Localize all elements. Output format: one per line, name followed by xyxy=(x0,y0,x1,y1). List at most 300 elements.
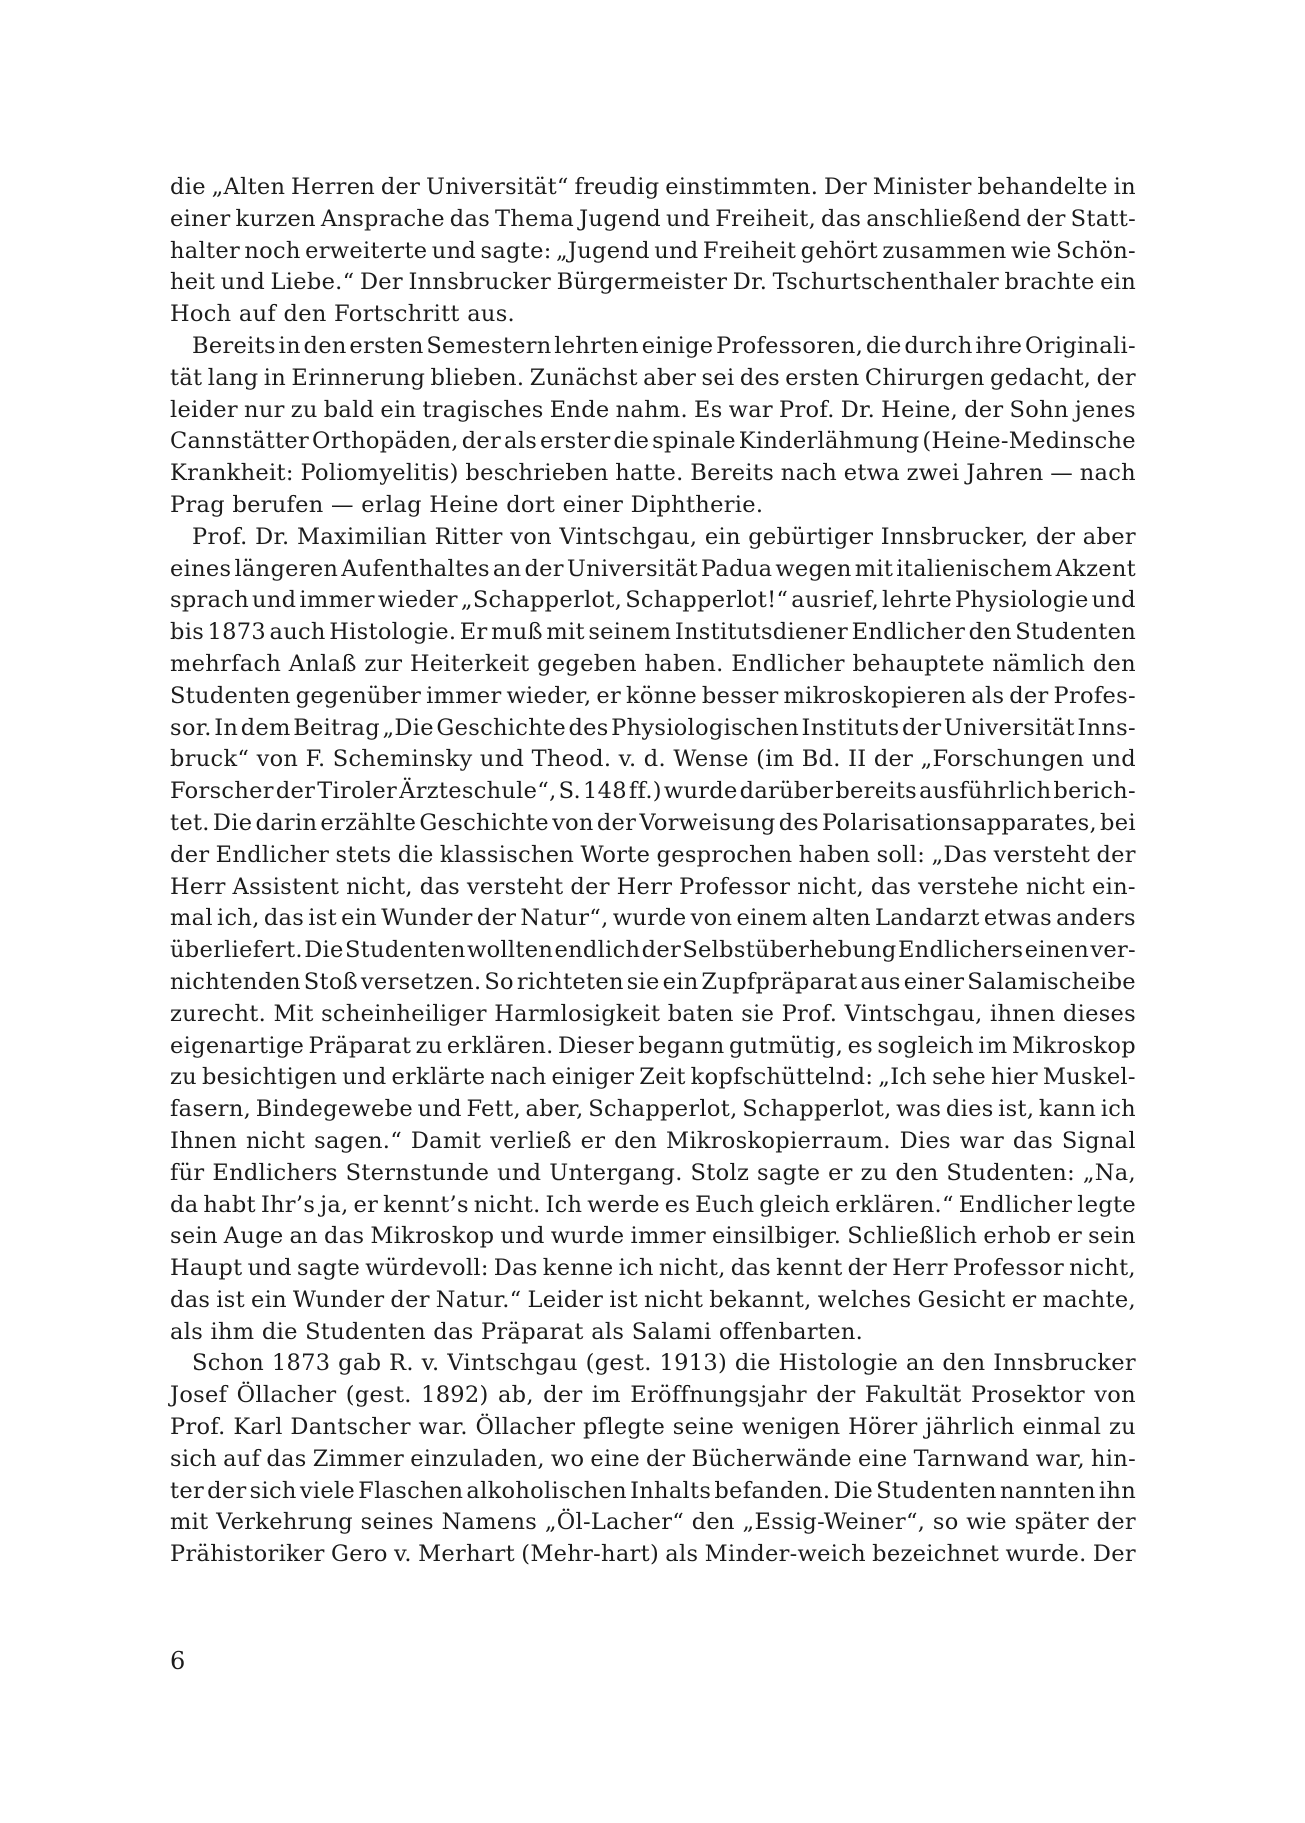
word: Prof. xyxy=(170,1414,226,1441)
text-line-content xyxy=(170,1094,1136,1126)
word: den xyxy=(895,1159,939,1186)
word: Statt- xyxy=(1070,205,1136,232)
text-line-content xyxy=(170,1126,1136,1158)
word: ist, xyxy=(998,1096,1035,1123)
text-line-content xyxy=(170,840,1136,872)
word: endlich xyxy=(554,937,641,964)
text-line xyxy=(170,1444,1136,1476)
word: 148 xyxy=(583,778,627,805)
word: Damit xyxy=(410,1127,482,1154)
word: Cannstätter xyxy=(170,428,310,455)
word: ter xyxy=(170,1477,205,1504)
word: Ansprache xyxy=(320,205,445,232)
word: Vintschgau xyxy=(447,1350,578,1377)
word: das xyxy=(266,1445,307,1472)
text-line xyxy=(170,1348,1136,1380)
word: Chirurgen xyxy=(864,364,985,391)
text-line-content xyxy=(170,744,1136,776)
text-line-content xyxy=(170,395,1136,427)
text-line-content xyxy=(192,331,1136,363)
word: Studenten xyxy=(170,682,291,709)
word: verließ xyxy=(490,1127,572,1154)
word: Geschichte xyxy=(419,809,549,836)
word: sein xyxy=(170,1223,218,1250)
word: mikroskopieren xyxy=(783,682,967,709)
word: sor. xyxy=(170,714,212,741)
word: gebürtiger xyxy=(748,523,874,550)
word: etwas xyxy=(983,905,1052,932)
word: sagte xyxy=(296,1255,361,1282)
word: Dr. xyxy=(732,269,768,296)
word: Akzent xyxy=(1055,555,1136,582)
word: was xyxy=(896,1096,942,1123)
text-line xyxy=(170,172,1136,204)
word: Schön- xyxy=(1055,237,1136,264)
word: ausrief, xyxy=(791,587,880,614)
word: ist xyxy=(216,1286,245,1313)
word: das xyxy=(324,1223,365,1250)
text-line-content xyxy=(170,967,1136,999)
word: der xyxy=(461,428,502,455)
word: würdevoll: xyxy=(365,1255,489,1282)
word: und xyxy=(654,237,699,264)
word: das xyxy=(821,205,862,232)
text-line xyxy=(170,585,1136,617)
word: Profes- xyxy=(1053,682,1136,709)
word: freudig xyxy=(574,174,660,200)
word: kennt xyxy=(776,1255,843,1282)
word: Beitrag xyxy=(293,714,380,741)
word: Prof. xyxy=(781,1000,838,1027)
word: zur xyxy=(364,650,403,677)
word: Geschichte xyxy=(436,714,566,741)
word: immer xyxy=(426,682,502,709)
word: pflegte xyxy=(582,1414,666,1441)
word: von xyxy=(552,809,594,836)
word: der xyxy=(275,778,316,805)
word: Fett, xyxy=(466,1096,521,1123)
word: gleich xyxy=(759,1191,831,1218)
word: Schon xyxy=(192,1350,265,1377)
word: scheinheiliger xyxy=(321,1000,487,1027)
word: ein xyxy=(662,968,699,995)
word: versteht xyxy=(466,873,564,900)
word: so xyxy=(932,1509,959,1536)
word: zu xyxy=(860,1159,888,1186)
word: das xyxy=(870,873,912,900)
word: (im xyxy=(756,746,795,773)
word: Euch xyxy=(695,1191,755,1218)
word: (Heine-Medinsche xyxy=(922,428,1136,455)
word: die xyxy=(170,174,206,200)
word: auch xyxy=(269,619,326,646)
word: Heiterkeit xyxy=(410,650,530,677)
word: besser xyxy=(701,682,779,709)
word: den xyxy=(968,619,1012,646)
word: Öllacher xyxy=(475,1414,576,1441)
word: Hörer xyxy=(848,1414,918,1441)
word: Worte xyxy=(580,841,651,868)
word: ich xyxy=(1100,1096,1136,1123)
word: gedacht, xyxy=(990,364,1092,391)
word: Schapperlot, xyxy=(588,1096,738,1123)
word: Merhart xyxy=(418,1541,515,1568)
word: mit xyxy=(546,619,585,646)
word: italienischem xyxy=(896,555,1053,582)
text-line-content xyxy=(170,236,1136,268)
word: ein- xyxy=(1092,873,1136,900)
text-line xyxy=(170,617,1136,649)
word: 1873 xyxy=(271,1350,331,1377)
word: Gero xyxy=(330,1541,388,1568)
word: den xyxy=(614,1127,658,1154)
text-line-content xyxy=(170,1380,1136,1412)
word: 1913) xyxy=(659,1350,728,1377)
word: erklären. xyxy=(446,1032,554,1059)
word: nach xyxy=(780,460,837,487)
word: für xyxy=(170,1159,205,1186)
word: nannten xyxy=(999,1477,1096,1504)
word: Minister xyxy=(872,174,972,200)
word: und xyxy=(252,587,297,614)
word: habt xyxy=(203,1191,256,1218)
word: Schapperlot, xyxy=(742,1096,892,1123)
word: In xyxy=(214,714,239,741)
word: Professor xyxy=(679,873,791,900)
word: in xyxy=(263,364,287,391)
word: des xyxy=(778,809,819,836)
word: dem xyxy=(240,714,291,741)
word: Liebe.“ xyxy=(270,269,355,296)
word: eine xyxy=(590,1445,640,1472)
word: einer xyxy=(170,205,231,232)
word: und xyxy=(1091,587,1136,614)
text-line-content xyxy=(170,808,1136,840)
word: „Ich xyxy=(878,1064,928,1091)
word: Freiheit xyxy=(702,237,797,264)
word: und xyxy=(417,1096,462,1123)
word: Dr. xyxy=(840,396,876,423)
word: nicht. xyxy=(473,1191,541,1218)
text-line-content xyxy=(170,172,1136,204)
word: nicht, xyxy=(658,1255,726,1282)
word: befanden. xyxy=(714,1477,831,1504)
text-line xyxy=(170,744,1136,776)
text-line-content xyxy=(170,935,1136,967)
word: brachte xyxy=(1004,269,1095,296)
word: Vintschgau, xyxy=(559,523,698,550)
word: richteten xyxy=(516,968,624,995)
word: Tiroler xyxy=(317,778,398,805)
word: der xyxy=(596,809,637,836)
word: Leider xyxy=(527,1286,604,1313)
word: Physiologie xyxy=(954,587,1089,614)
word: Innsbrucker xyxy=(993,1350,1136,1377)
word: ich xyxy=(618,1255,654,1282)
word: jenes xyxy=(1074,396,1136,423)
text-line xyxy=(170,236,1136,268)
word: sogleich xyxy=(877,1032,975,1059)
word: der xyxy=(380,174,421,200)
word: bis xyxy=(170,619,205,646)
word: gehört xyxy=(800,237,878,264)
text-line xyxy=(170,522,1136,554)
word: die xyxy=(613,428,650,455)
word: Endlichers xyxy=(897,937,1024,964)
word: Er xyxy=(459,619,488,646)
word: etwa xyxy=(843,460,900,487)
word: bereits xyxy=(835,778,918,805)
word: sie xyxy=(741,1000,775,1027)
word: des xyxy=(739,364,780,391)
text-line-content xyxy=(170,903,1136,935)
word: wollten xyxy=(467,937,554,964)
word: wurde xyxy=(550,1223,625,1250)
word: wurde xyxy=(612,905,687,932)
text-line xyxy=(170,1094,1136,1126)
word: Das xyxy=(493,1255,538,1282)
word: bekannt, xyxy=(709,1286,812,1313)
word: die xyxy=(734,1350,771,1377)
word: der xyxy=(170,841,210,868)
word: Öllacher xyxy=(236,1382,337,1409)
text-line-content xyxy=(170,872,1136,904)
word: gegeben xyxy=(537,650,637,677)
word: Josef xyxy=(170,1382,228,1409)
word: Assistent xyxy=(232,873,340,900)
word: Ende xyxy=(549,396,610,423)
word: muß xyxy=(491,619,543,646)
word: gutmütig, xyxy=(728,1032,844,1059)
text-line xyxy=(170,967,1136,999)
word: So xyxy=(484,968,514,995)
word: später xyxy=(1014,1509,1089,1536)
word: ersten xyxy=(349,332,424,359)
word: behauptete xyxy=(852,650,985,677)
word: sich xyxy=(170,1445,218,1472)
word: der xyxy=(1096,1509,1136,1536)
word: das xyxy=(449,205,491,232)
word: von xyxy=(690,905,733,932)
word: Inhalts xyxy=(630,1477,712,1504)
word: Stoß xyxy=(303,968,358,995)
word: ff.) xyxy=(628,778,662,805)
text-line-content xyxy=(170,585,1136,617)
word: einstimmten. xyxy=(665,174,819,200)
word: als xyxy=(971,682,1005,709)
word: Krankheit: xyxy=(170,460,294,487)
word: Untergang. xyxy=(549,1159,683,1186)
word: Schließlich xyxy=(847,1223,978,1250)
word: er xyxy=(828,1159,853,1186)
word: Mikroskopierraum. xyxy=(665,1127,891,1154)
word: sagte: xyxy=(480,237,552,264)
word: lang xyxy=(207,364,259,391)
word: Mikroskop xyxy=(1011,1032,1136,1059)
word: Natur.“ xyxy=(435,1286,522,1313)
word: Poliomyelitis) xyxy=(300,460,459,487)
word: der xyxy=(543,1382,583,1409)
word: (Mehr-hart) xyxy=(521,1541,660,1568)
text-line xyxy=(170,426,1136,458)
word: einiger xyxy=(551,1064,635,1091)
word: nicht xyxy=(1025,873,1086,900)
word: erklärte xyxy=(391,1064,486,1091)
word: und xyxy=(1091,746,1136,773)
word: immer xyxy=(630,1223,706,1250)
word: und xyxy=(665,205,711,232)
word: nicht xyxy=(643,1286,704,1313)
word: und xyxy=(497,1159,542,1186)
word: Inns- xyxy=(1077,714,1136,741)
word: wo xyxy=(550,1445,585,1472)
text-line-content xyxy=(170,776,1136,808)
word: Histologie. xyxy=(329,619,457,646)
word: ein xyxy=(1100,269,1136,296)
word: „Schapperlot, xyxy=(460,587,623,614)
word: an xyxy=(905,1350,935,1377)
word: S. xyxy=(558,778,581,805)
word: kopfschüttelnd: xyxy=(690,1064,874,1091)
word: heit xyxy=(170,269,216,296)
text-line xyxy=(170,649,1136,681)
word: — xyxy=(1050,460,1074,487)
word: erzählte xyxy=(320,809,417,836)
word: Minder-weich xyxy=(704,1541,866,1568)
word: nach xyxy=(490,1064,547,1091)
word: ist xyxy=(609,1286,638,1313)
word: sich xyxy=(249,1477,297,1504)
word: zwei xyxy=(906,460,960,487)
word: Prähistoriker xyxy=(170,1541,325,1568)
word: soll: xyxy=(876,841,926,868)
word: war. xyxy=(418,1414,468,1441)
word: verstehe xyxy=(918,873,1019,900)
text-line-content xyxy=(170,681,1136,713)
text-line-content xyxy=(192,522,1136,554)
word: „Jugend xyxy=(555,237,650,264)
word: es xyxy=(847,1032,874,1059)
word: bruck“ xyxy=(170,746,250,773)
word: Orthopäden, xyxy=(312,428,459,455)
text-line-content xyxy=(170,204,1136,236)
word: Scheminsky xyxy=(332,746,473,773)
word: erhob xyxy=(983,1223,1052,1250)
text-line-content xyxy=(170,1062,1136,1094)
word: (gest. xyxy=(345,1382,412,1409)
body-text xyxy=(170,172,1136,1571)
word: Bindegewebe xyxy=(255,1096,413,1123)
word: F. xyxy=(305,746,326,773)
word: Prof. xyxy=(779,396,835,423)
word: sprach xyxy=(170,587,250,614)
word: war xyxy=(959,1127,1005,1154)
word: Studenten xyxy=(344,937,466,964)
text-line-content: Hoch auf den Fortschritt aus. xyxy=(170,301,516,328)
text-line xyxy=(170,267,1136,299)
word: der xyxy=(390,1286,430,1313)
word: seinem xyxy=(588,619,672,646)
word: Endlicher xyxy=(731,650,845,677)
word: Wunder xyxy=(381,905,473,932)
word: halter xyxy=(170,237,241,264)
text-line-content xyxy=(170,1476,1136,1508)
word: an xyxy=(289,1223,318,1250)
word: „Forschungen xyxy=(920,746,1085,773)
word: aber, xyxy=(525,1096,584,1123)
word: aber xyxy=(1082,523,1136,550)
word: der xyxy=(646,1445,686,1472)
text-line xyxy=(170,1285,1136,1317)
word: einsilbiger. xyxy=(711,1223,842,1250)
word: mit xyxy=(170,1509,209,1536)
word: Ritter xyxy=(434,523,503,550)
text-line-content xyxy=(170,649,1136,681)
text-line xyxy=(170,840,1136,872)
text-line xyxy=(170,299,1136,331)
word: bei xyxy=(1100,809,1136,836)
word: Endlichers xyxy=(212,1159,338,1186)
word: zusammen xyxy=(882,237,1007,264)
word: Namens xyxy=(441,1509,538,1536)
word: und xyxy=(247,1255,292,1282)
word: sehe xyxy=(932,1064,986,1091)
word: II xyxy=(848,746,867,773)
text-line-content xyxy=(170,1158,1136,1190)
text-line xyxy=(170,1380,1136,1412)
word: er xyxy=(596,682,622,709)
text-line xyxy=(170,1031,1136,1063)
word: Stolz xyxy=(690,1159,750,1186)
word: zurecht. xyxy=(170,1000,267,1027)
word: Die xyxy=(304,937,344,964)
text-line xyxy=(170,776,1136,808)
word: die xyxy=(865,332,902,359)
word: und xyxy=(220,269,266,296)
word: und xyxy=(479,746,525,773)
word: Forscher xyxy=(170,778,274,805)
text-line-content xyxy=(170,1412,1136,1444)
word: seine xyxy=(672,1414,735,1441)
word: nicht xyxy=(245,1127,306,1154)
word: der xyxy=(816,1382,856,1409)
text-line-content xyxy=(192,1348,1136,1380)
text-line xyxy=(170,713,1136,745)
word: spinale xyxy=(652,428,736,455)
word: sei xyxy=(701,364,735,391)
text-line-content xyxy=(170,1253,1136,1285)
word: Endlicher xyxy=(851,619,966,646)
text-line-content xyxy=(170,1507,1136,1539)
word: stets xyxy=(335,841,392,868)
word: Aufenthaltes xyxy=(341,555,490,582)
text-line xyxy=(170,490,1136,522)
word: alten xyxy=(811,905,871,932)
word: R. xyxy=(389,1350,414,1377)
word: „Alten xyxy=(211,174,286,200)
word: bezeichnet xyxy=(872,1541,1000,1568)
text-line xyxy=(170,935,1136,967)
word: Flaschen xyxy=(358,1477,464,1504)
word: der xyxy=(1096,364,1136,391)
word: nach xyxy=(1079,460,1136,487)
text-line xyxy=(170,204,1136,236)
word: wieder xyxy=(377,587,458,614)
word: Theod. xyxy=(531,746,612,773)
word: und xyxy=(431,237,477,264)
word: das xyxy=(263,905,305,932)
word: ausführlich xyxy=(919,778,1052,805)
